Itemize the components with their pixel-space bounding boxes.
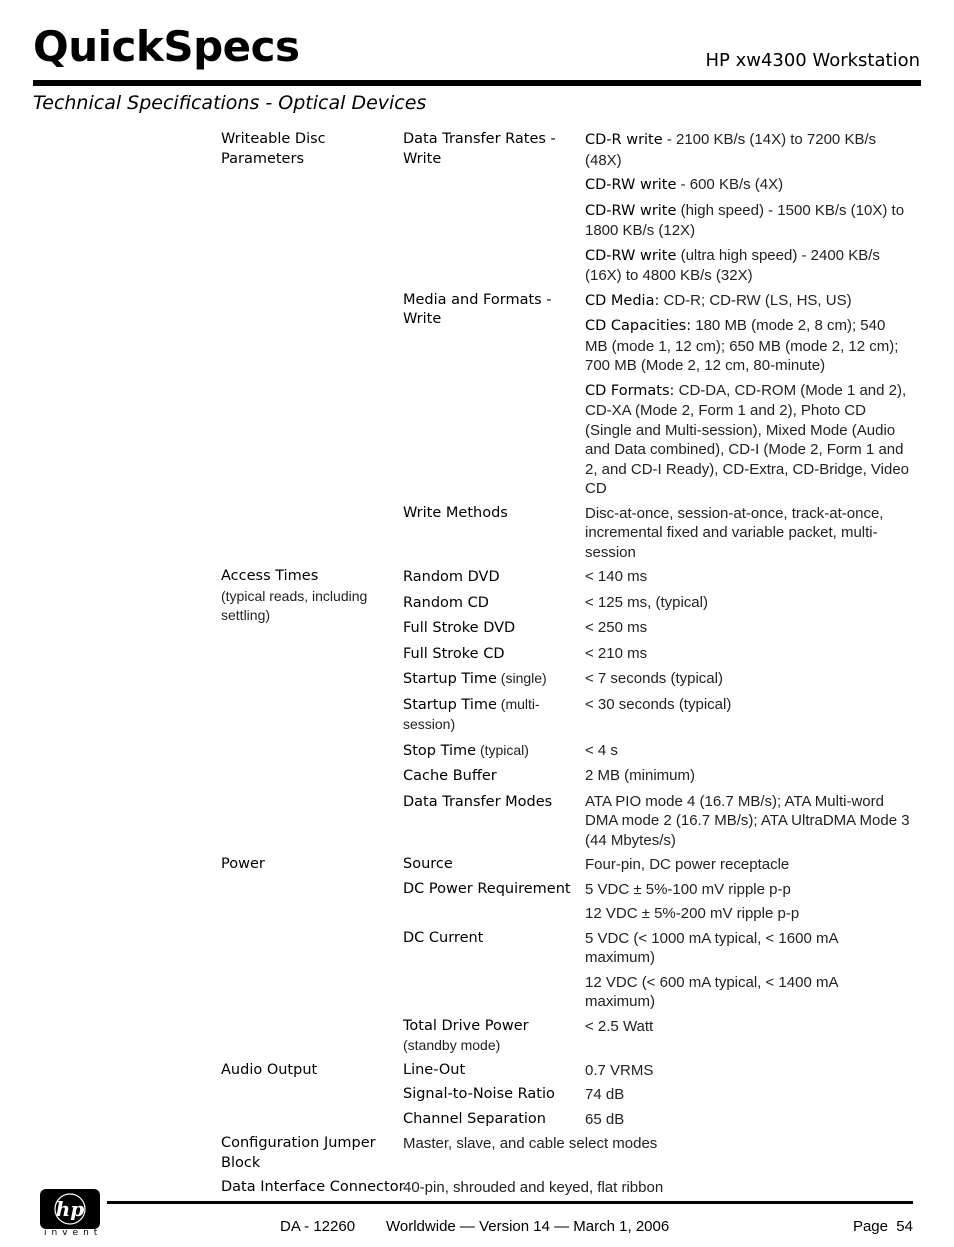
power-dcreq-value: 12 VDC ± 5%-200 mV ripple p-p	[585, 905, 800, 922]
product-name: HP xw4300 Workstation	[705, 50, 920, 71]
audio-row	[403, 1085, 911, 1105]
power-dcreq-row	[403, 880, 911, 924]
methods-row	[403, 504, 911, 563]
footer-rule	[107, 1201, 913, 1204]
jumper-label: Configuration Jumper Block	[221, 1135, 376, 1171]
access-name: Random CD	[403, 594, 489, 611]
power-total-name: Total Drive Power	[403, 1017, 529, 1034]
access-name: Startup Time	[403, 671, 497, 687]
power-source-name: Source	[403, 856, 453, 872]
access-row	[403, 567, 911, 588]
power-dccur-value: 5 VDC (< 1000 mA typical, < 1600 mA maximum)	[585, 929, 838, 966]
transfer-value: CD-R write - 2100 KB/s (14X) to 7200 KB/s (48X)	[585, 131, 877, 169]
power-label: Power	[221, 856, 265, 872]
audio-row	[403, 1061, 911, 1081]
power-dccur-row	[403, 929, 911, 1012]
audio-name: Channel Separation	[403, 1110, 546, 1127]
access-name: Full Stroke DVD	[403, 620, 516, 636]
section-title: Technical Specifications - Optical Devices	[33, 92, 427, 114]
transfer-value: CD-RW write (ultra high speed) - 2400 KB/s (16X) to 4800 KB/s (32X)	[585, 246, 880, 284]
transfer-value: CD-RW write (high speed) - 1500 KB/s (10X) to 1800 KB/s (12X)	[585, 201, 905, 239]
iface-row	[221, 1178, 911, 1198]
audio-label: Audio Output	[221, 1061, 318, 1078]
audio-group	[221, 1061, 911, 1135]
access-name: Full Stroke CD	[403, 645, 505, 662]
access-name: Startup Time	[403, 696, 497, 713]
brand-title: QuickSpecs	[33, 22, 300, 71]
access-row: Startup Time (multi-session) < 30 seconds (typical)	[403, 695, 911, 736]
access-value: 2 MB (minimum)	[585, 767, 696, 784]
methods-value: Disc-at-once, session-at-once, track-at-once, incremental fixed and variable packet, multi-session	[585, 504, 884, 561]
hp-logo	[40, 1189, 100, 1229]
audio-value: 74 dB	[585, 1086, 625, 1103]
power-dccur-name: DC Current	[403, 929, 484, 946]
spec-table	[221, 130, 911, 1203]
doc-number: DA - 12260	[280, 1218, 356, 1235]
media-row	[403, 291, 911, 499]
header-rule	[33, 80, 921, 86]
power-source-row	[403, 855, 911, 875]
access-value: < 125 ms, (typical)	[585, 593, 708, 611]
jumper-row	[221, 1134, 911, 1173]
power-dccur-value: 12 VDC (< 600 mA typical, < 1400 mA maximum)	[585, 973, 838, 1010]
hp-logo-text: hp	[55, 1197, 85, 1221]
access-value: ATA PIO mode 4 (16.7 MB/s); ATA Multi-word DMA mode 2 (16.7 MB/s); ATA UltraDMA Mode 3 (44 Mbytes/s)	[585, 792, 910, 849]
power-dcreq-name: DC Power Requirement	[403, 880, 571, 897]
access-label: Access Times	[221, 568, 319, 584]
writeable-label: Writeable Disc Parameters	[221, 131, 326, 167]
media-label: Media and Formats - Write	[403, 291, 552, 327]
iface-label: Data Interface Connector	[221, 1179, 405, 1195]
access-sublabel: (typical reads, including settling)	[221, 587, 368, 623]
access-value: < 250 ms	[585, 619, 648, 636]
power-total-value: < 2.5 Watt	[585, 1017, 654, 1035]
access-row: Stop Time (typical) < 4 s	[403, 741, 911, 762]
media-value: CD Media: CD-R; CD-RW (LS, HS, US)	[585, 291, 852, 309]
jumper-value: Master, slave, and cable select modes	[403, 1135, 658, 1152]
access-value: < 140 ms	[585, 568, 648, 585]
audio-value: 65 dB	[585, 1110, 625, 1128]
access-name: Stop Time	[403, 742, 477, 759]
power-source-value: Four-pin, DC power receptacle	[585, 856, 790, 873]
access-row	[403, 792, 911, 851]
access-row: Startup Time (single) < 7 seconds (typical)	[403, 669, 911, 690]
access-row	[403, 644, 911, 665]
power-total-row	[403, 1017, 911, 1056]
access-value: < 30 seconds (typical)	[585, 695, 732, 713]
media-value: CD Formats: CD-DA, CD-ROM (Mode 1 and 2), CD-XA (Mode 2, Form 1 and 2), Photo CD (Single and Multi-session), Mixed Mode (Audio and Data combined), CD-I (Mode 2, Form 1 and 2, and CD-I Ready), CD-Extra, CD-Bridge, Video CD	[585, 381, 910, 497]
access-group	[221, 567, 911, 855]
writeable-group	[221, 130, 911, 567]
version-info: Worldwide — Version 14 — March 1, 2006	[386, 1218, 670, 1235]
audio-value: 0.7 VRMS	[585, 1061, 654, 1079]
transfer-label: Data Transfer Rates - Write	[403, 131, 556, 167]
power-group	[221, 855, 911, 1061]
access-value: < 4 s	[585, 741, 618, 759]
power-dcreq-value: 5 VDC ± 5%-100 mV ripple p-p	[585, 880, 791, 898]
access-row	[403, 593, 911, 614]
audio-name: Line-Out	[403, 1061, 466, 1078]
media-value: CD Capacities: 180 MB (mode 2, 8 cm); 540 MB (mode 1, 12 cm); 650 MB (mode 2, 12 cm); 700 MB (Mode 2, 12 cm, 80-minute)	[585, 317, 899, 374]
power-total-sub: (standby mode)	[403, 1037, 501, 1053]
transfer-row	[403, 130, 911, 286]
page-number: Page 54	[852, 1218, 913, 1235]
access-name: Cache Buffer	[403, 768, 497, 784]
access-name: Data Transfer Modes	[403, 793, 553, 810]
methods-label: Write Methods	[403, 504, 508, 521]
access-row	[403, 618, 911, 639]
access-row	[403, 766, 911, 787]
transfer-value: CD-RW write - 600 KB/s (4X)	[585, 176, 784, 193]
iface-value: 40-pin, shrouded and keyed, flat ribbon	[403, 1179, 664, 1196]
access-name: Random DVD	[403, 569, 500, 585]
access-value: < 210 ms	[585, 644, 648, 662]
invent-tagline: invent	[44, 1228, 103, 1238]
audio-name: Signal-to-Noise Ratio	[403, 1086, 555, 1102]
access-value: < 7 seconds (typical)	[585, 670, 723, 687]
audio-row	[403, 1110, 911, 1130]
